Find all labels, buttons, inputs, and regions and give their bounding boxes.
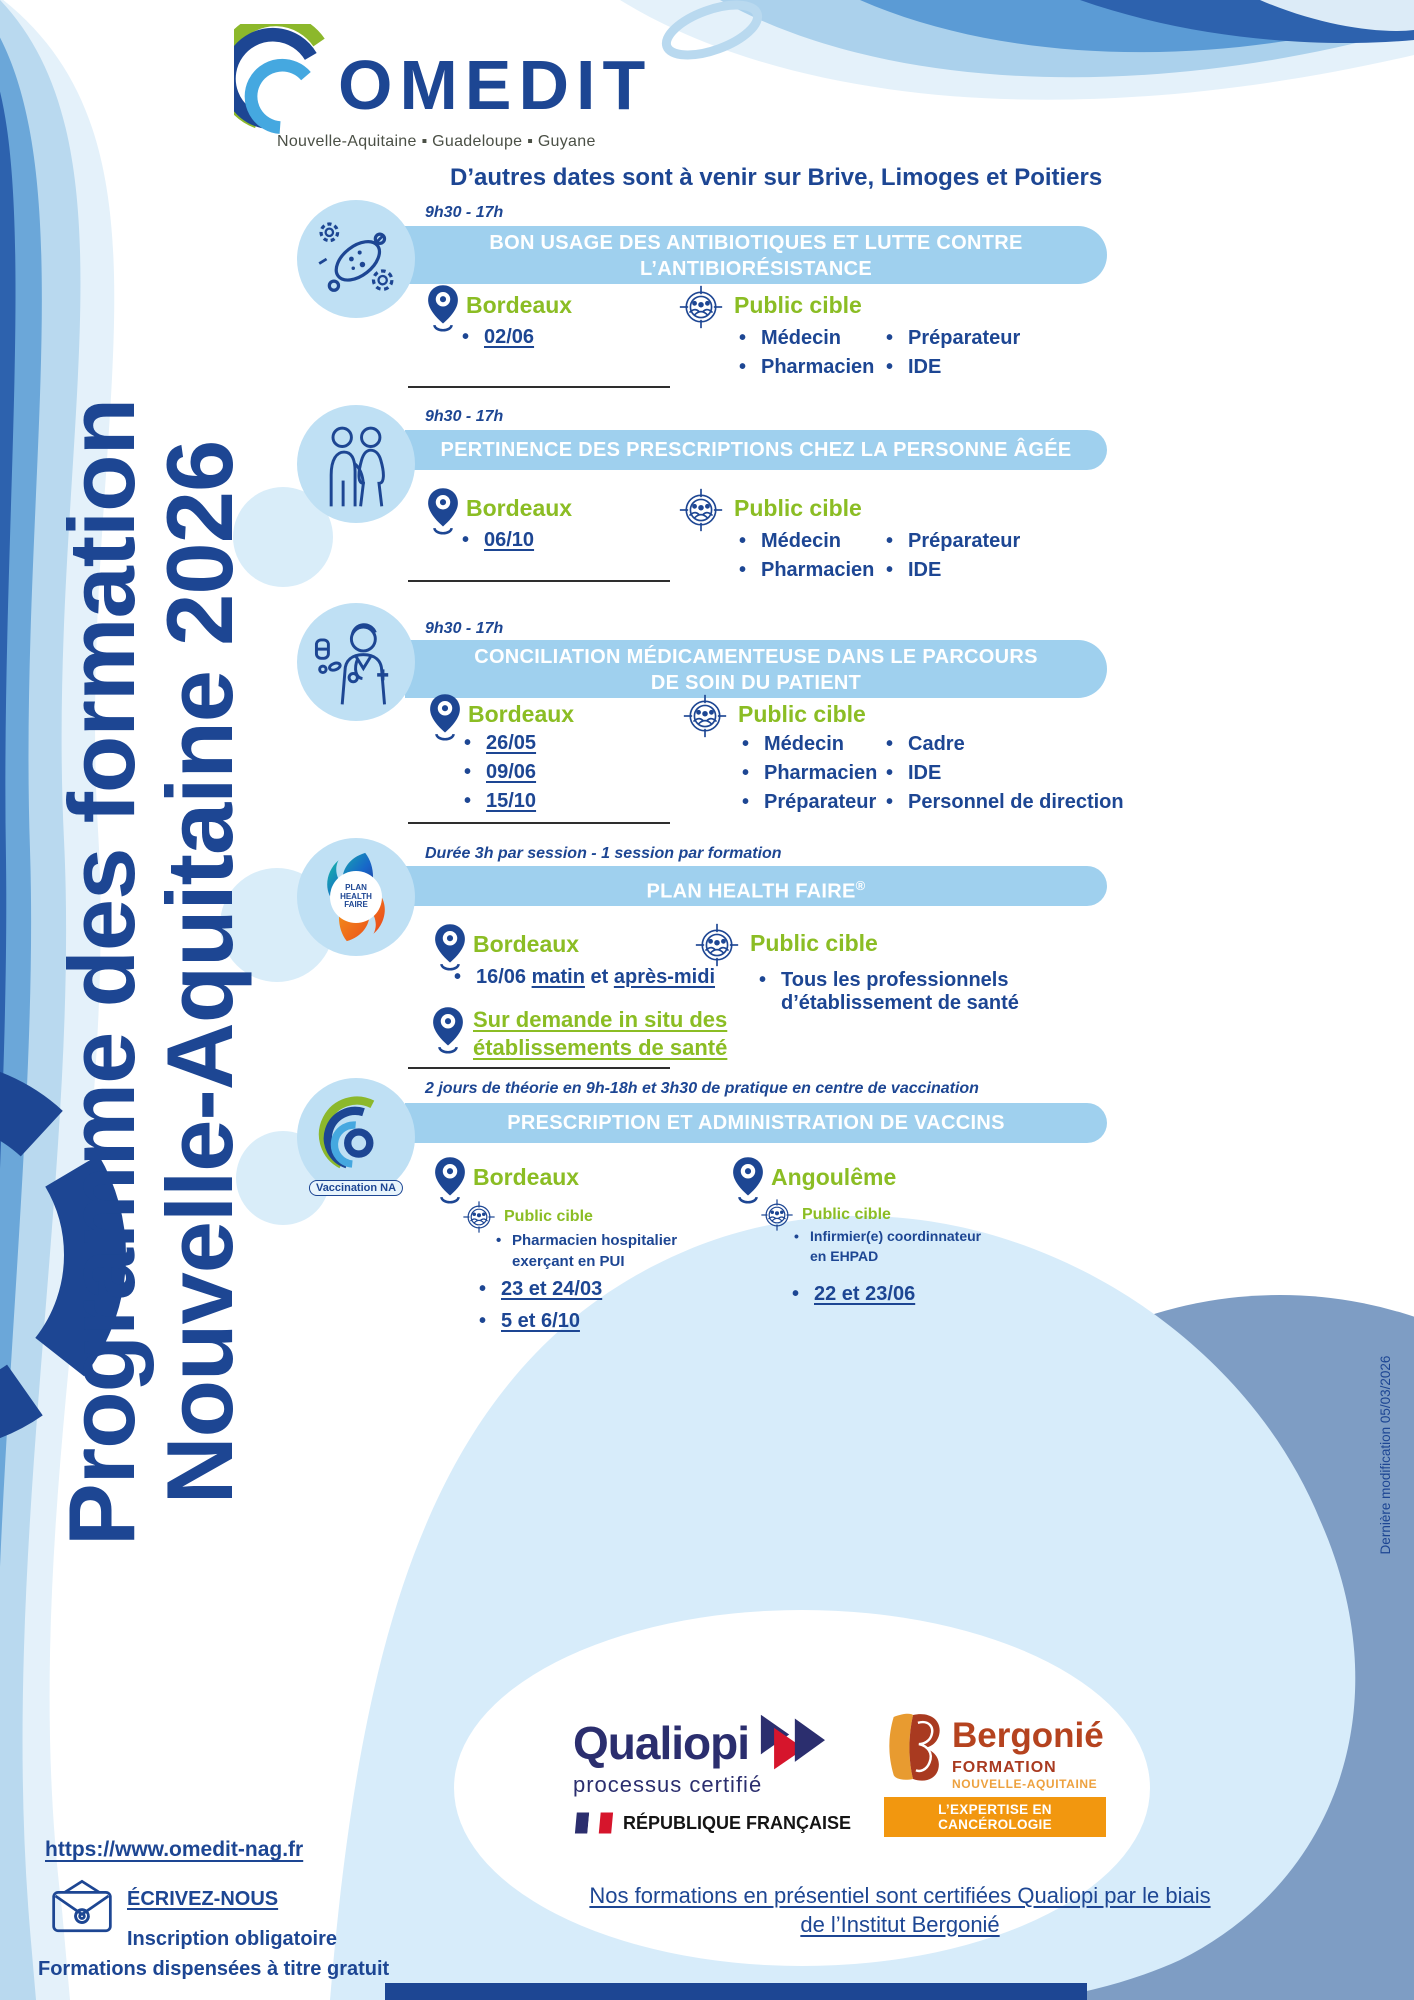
date-item: • 02/06 — [458, 326, 534, 349]
section-title-banner — [405, 430, 1107, 470]
vaccination-na-logo — [297, 1078, 415, 1196]
list-item: • Tous les professionnels d’établissement de santé — [755, 969, 1019, 1015]
target-audience-icon — [682, 693, 728, 739]
qualiopi-logo — [573, 1712, 851, 1836]
list-item: • IDE — [882, 559, 1020, 582]
date-list — [458, 326, 534, 355]
section-title-line1: CONCILIATION MÉDICAMENTEUSE DANS LE PARCOURS — [474, 646, 1038, 668]
date-item: • 5 et 6/10 — [475, 1310, 602, 1333]
french-flag-icon — [573, 1810, 615, 1836]
section-divider — [408, 580, 670, 582]
list-item: • Cadre — [882, 733, 1124, 756]
list-item: • Pharmacien hospitalier exerçant en PUI — [492, 1230, 677, 1272]
public-cible-label: Public cible — [738, 701, 866, 727]
date-list — [460, 732, 536, 819]
map-pin-icon — [433, 1156, 467, 1206]
map-pin-icon — [428, 693, 462, 743]
public-cible-angouleme: Public cible — [760, 1198, 891, 1232]
section-title-line1: BON USAGE DES ANTIBIOTIQUES ET LUTTE CONTRE — [489, 232, 1023, 254]
vaccination-na-badge: Vaccination NA — [309, 1180, 403, 1196]
elderly-couple-icon — [297, 405, 415, 523]
target-audience-icon — [678, 284, 724, 330]
list-item: • IDE — [882, 762, 1124, 785]
section-time: 9h30 - 17h — [425, 620, 504, 637]
bergonie-formation: FORMATION — [952, 1759, 1057, 1776]
section-title-line1: PRESCRIPTION ET ADMINISTRATION DE VACCINS — [507, 1112, 1005, 1134]
location-bordeaux — [433, 1156, 579, 1206]
omedit-logo-arcs-icon — [234, 24, 342, 146]
list-item: • Pharmacien — [738, 762, 877, 785]
republique-francaise: RÉPUBLIQUE FRANÇAISE — [573, 1810, 851, 1836]
omedit-logo-text: OMEDIT — [338, 46, 653, 124]
list-item: • Pharmacien — [735, 559, 874, 582]
section-title-banner — [405, 866, 1107, 906]
registration-note: Inscription obligatoire — [127, 1928, 338, 1950]
plan-health-faire-logo — [297, 838, 415, 956]
date-item: • 06/10 — [458, 529, 534, 552]
section-title-line2: DE SOIN DU PATIENT — [650, 672, 862, 694]
public-cible-label: Public cible — [750, 930, 878, 956]
list-item: • IDE — [882, 356, 1020, 379]
omedit-logo — [234, 24, 652, 146]
list-item: • Médecin — [735, 530, 874, 553]
section-time: 2 jours de théorie en 9h-18h et 3h30 de pratique en centre de vaccination — [425, 1080, 979, 1097]
on-demand-text: Sur demande in situ des établissements de santé — [473, 1007, 728, 1060]
public-cible — [678, 284, 862, 330]
omedit-regions: Nouvelle-Aquitaine ▪ Guadeloupe ▪ Guyane — [277, 133, 596, 150]
date-item: • 23 et 24/03 — [475, 1278, 602, 1301]
section-divider — [408, 1067, 670, 1069]
city-label: Bordeaux — [466, 292, 573, 318]
city-label: Bordeaux — [468, 701, 575, 727]
bergonie-logo-text: Bergonié — [952, 1716, 1104, 1755]
plan-health-faire-logo-text: PLAN HEALTH FAIRE — [330, 871, 382, 923]
on-demand-location — [431, 1006, 727, 1061]
poster-title-line1: Programme des formation — [49, 398, 154, 1547]
poster-title — [49, 150, 258, 1795]
bergonie-b-icon — [884, 1710, 946, 1784]
date-list-angouleme — [788, 1283, 915, 1312]
section-title-line1: PLAN HEALTH FAIRE — [646, 880, 856, 903]
section-divider — [408, 822, 670, 824]
list-item: • Médecin — [738, 733, 877, 756]
doctor-icon — [297, 603, 415, 721]
public-cible — [678, 487, 862, 533]
bergonie-region: NOUVELLE-AQUITAINE — [952, 1777, 1098, 1791]
section-title-banner — [405, 1103, 1107, 1143]
date-item: • 15/10 — [460, 790, 536, 813]
last-modified: Dernière modification 05/03/2026 — [1378, 1355, 1393, 1555]
website-link[interactable]: https://www.omedit-nag.fr — [45, 1838, 304, 1861]
target-audience-icon — [694, 922, 740, 968]
section-time: Durée 3h par session - 1 session par formation — [425, 845, 782, 862]
section-time: 9h30 - 17h — [425, 204, 504, 221]
section-time: 9h30 - 17h — [425, 408, 504, 425]
city-label: Angoulême — [771, 1164, 897, 1190]
public-list-col1 — [735, 530, 874, 588]
date-list — [450, 966, 715, 995]
date-item: • 09/06 — [460, 761, 536, 784]
public-cible-label: Public cible — [734, 495, 862, 521]
city-label: Bordeaux — [473, 931, 580, 957]
qualiopi-logo-text: Qualiopi — [573, 1717, 749, 1769]
target-audience-icon — [462, 1200, 496, 1234]
public-list-angouleme — [790, 1227, 981, 1270]
date-list-bordeaux — [475, 1278, 602, 1339]
free-training-note: Formations dispensées à titre gratuit — [38, 1958, 390, 1980]
poster-title-line2: Nouvelle-Aquitaine 2026 — [146, 440, 252, 1505]
list-item: • Préparateur — [882, 327, 1020, 350]
city-label: Bordeaux — [473, 1164, 580, 1190]
bergonie-logo — [884, 1710, 1106, 1837]
list-item: • Pharmacien — [735, 356, 874, 379]
date-list — [458, 529, 534, 558]
public-list-col2 — [882, 530, 1020, 588]
contact-link[interactable]: ÉCRIVEZ-NOUS — [127, 1888, 279, 1910]
list-item: • Préparateur — [882, 530, 1020, 553]
public-list-bordeaux — [492, 1230, 677, 1276]
date-item: • 26/05 — [460, 732, 536, 755]
public-cible-bordeaux: Public cible — [462, 1200, 593, 1234]
public-cible — [694, 922, 878, 968]
public-cible-label: Public cible — [734, 292, 862, 318]
section-divider — [408, 386, 670, 388]
target-audience-icon — [760, 1198, 794, 1232]
date-item: • 16/06 matin et après-midi — [450, 966, 715, 989]
public-list-col1 — [738, 733, 877, 820]
list-item: • Infirmier(e) coordinnateur en EHPAD — [790, 1227, 981, 1266]
map-pin-icon — [431, 1006, 465, 1056]
bacteria-icon — [297, 200, 415, 318]
map-pin-icon — [426, 487, 460, 537]
certification-note: Nos formations en présentiel sont certifiées Qualiopi par le biais de l’Institut Bergonié — [589, 1883, 1211, 1937]
section-title-line1: PERTINENCE DES PRESCRIPTIONS CHEZ LA PERSONNE ÂGÉE — [440, 439, 1072, 461]
public-list-col1 — [735, 327, 874, 385]
date-item: • 22 et 23/06 — [788, 1283, 915, 1306]
section-title-line2: L’ANTIBIORÉSISTANCE — [639, 258, 872, 280]
list-item: • Médecin — [735, 327, 874, 350]
public-list-col2 — [882, 327, 1020, 385]
qualiopi-arrows-icon — [759, 1712, 825, 1774]
bergonie-banner: L’EXPERTISE EN CANCÉROLOGIE — [884, 1797, 1106, 1837]
registered-mark: ® — [855, 878, 866, 893]
upcoming-dates-note: D’autres dates sont à venir sur Brive, Limoges et Poitiers — [450, 164, 1103, 191]
list-item: • Préparateur — [738, 791, 877, 814]
public-list — [755, 969, 1019, 1021]
city-label: Bordeaux — [466, 495, 573, 521]
email-envelope-icon[interactable] — [50, 1876, 114, 1938]
section-title-banner — [405, 640, 1107, 698]
target-audience-icon — [678, 487, 724, 533]
list-item: • Personnel de direction — [882, 791, 1124, 814]
map-pin-icon — [426, 284, 460, 334]
public-list-col2 — [882, 733, 1124, 820]
qualiopi-subtitle: processus certifié — [573, 1772, 763, 1797]
section-title-banner — [405, 226, 1107, 284]
